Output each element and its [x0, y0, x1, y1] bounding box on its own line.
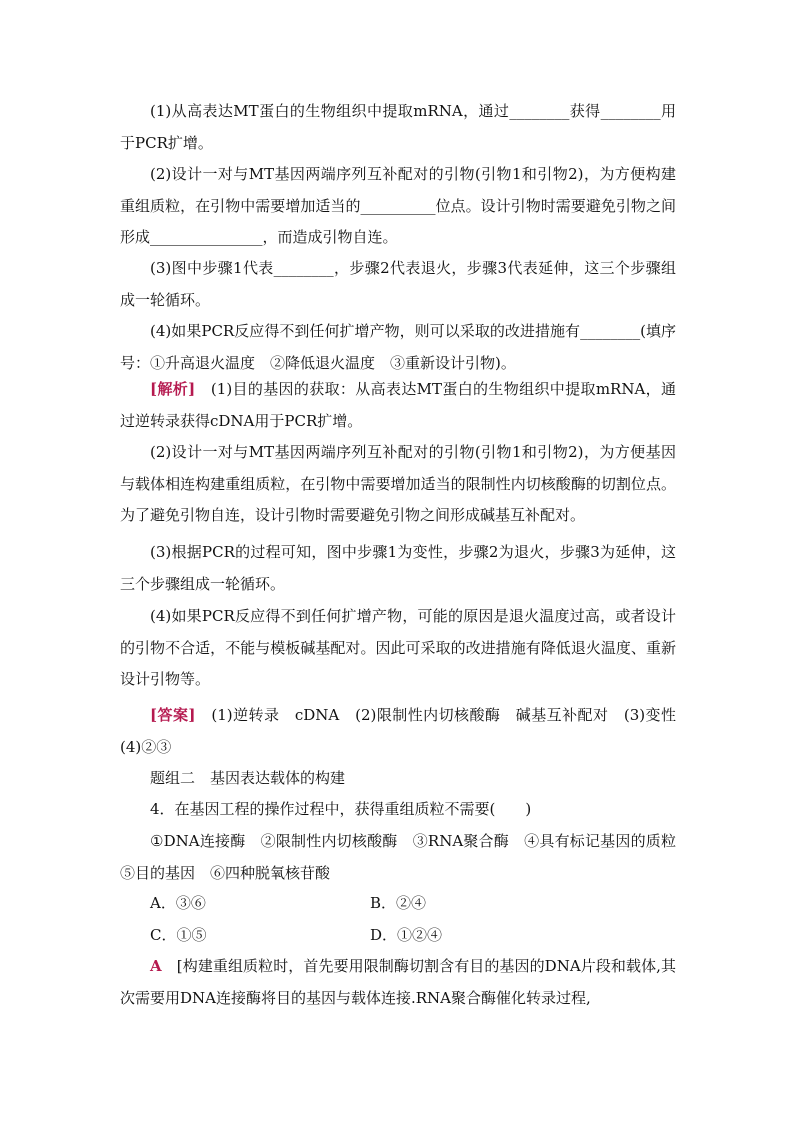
q3-part3: (3)图中步骤1代表________，步骤2代表退火，步骤3代表延伸，这三个步骤组成一轮循环。: [120, 259, 676, 309]
analysis-paragraph-2: (2)设计一对与MT基因两端序列互补配对的引物(引物1和引物2)，为方便基因与载体相连构建重组质粒，在引物中需要增加适当的限制性内切核酸酶的切割位点。为了避免引物自连，设计引物时需要避免引物之间形成碱基互补配对。: [120, 443, 676, 524]
q4-items: ①DNA连接酶 ②限制性内切核酸酶 ③RNA聚合酶 ④具有标记基因的质粒 ⑤目的基因 ⑥四种脱氧核苷酸: [120, 832, 692, 882]
q4-answer-tag: A: [150, 957, 162, 975]
group-title: 题组二 基因表达载体的构建: [150, 769, 346, 787]
analysis-text-1: (1)目的基因的获取：从高表达MT蛋白的生物组织中提取mRNA，通过逆转录获得cDNA用于PCR扩增。: [120, 380, 676, 430]
q4-options-row-1: [150, 888, 676, 920]
option-d: D．①②④: [370, 926, 443, 944]
q3-part4: (4)如果PCR反应得不到任何扩增产物，则可以采取的改进措施有________(填序号：①升高退火温度 ②降低退火温度 ③重新设计引物)。: [120, 322, 676, 372]
q4-explanation-text: [构建重组质粒时，首先要用限制酶切割含有目的基因的DNA片段和载体,其次需要用DNA连接酶将目的基因与载体连接.RNA聚合酶催化转录过程,: [120, 957, 676, 1007]
q4-explanation: [120, 951, 676, 1014]
analysis-paragraph-4: (4)如果PCR反应得不到任何扩增产物，可能的原因是退火温度过高，或者设计的引物不合适，不能与模板碱基配对。因此可采取的改进措施有降低退火温度、重新设计引物等。: [120, 607, 676, 688]
answer-paragraph: [120, 700, 692, 763]
option-b: B．②④: [370, 894, 427, 912]
answer-text: (1)逆转录 cDNA (2)限制性内切核酸酶 碱基互补配对 (3)变性 (4)②③: [120, 706, 692, 756]
analysis-paragraph-1: [120, 374, 676, 437]
q3-part1: (1)从高表达MT蛋白的生物组织中提取mRNA，通过________获得________用于PCR扩增。: [120, 102, 676, 152]
analysis-paragraph-3: (3)根据PCR的过程可知，图中步骤1为变性，步骤2为退火，步骤3为延伸，这三个步骤组成一轮循环。: [120, 543, 676, 593]
option-c: C．①⑤: [150, 926, 207, 944]
q3-part2: (2)设计一对与MT基因两端序列互补配对的引物(引物1和引物2)，为方便构建重组质粒，在引物中需要增加适当的__________位点。设计引物时需要避免引物之间形成_______________，而造成引物自连。: [120, 165, 676, 246]
q4-stem: 4．在基因工程的操作过程中，获得重组质粒不需要( ): [150, 800, 532, 818]
answer-tag: [答案]: [150, 706, 196, 724]
option-a: A．③⑥: [150, 894, 206, 912]
analysis-tag: [解析]: [150, 380, 196, 398]
q4-options-row-2: [150, 920, 676, 952]
